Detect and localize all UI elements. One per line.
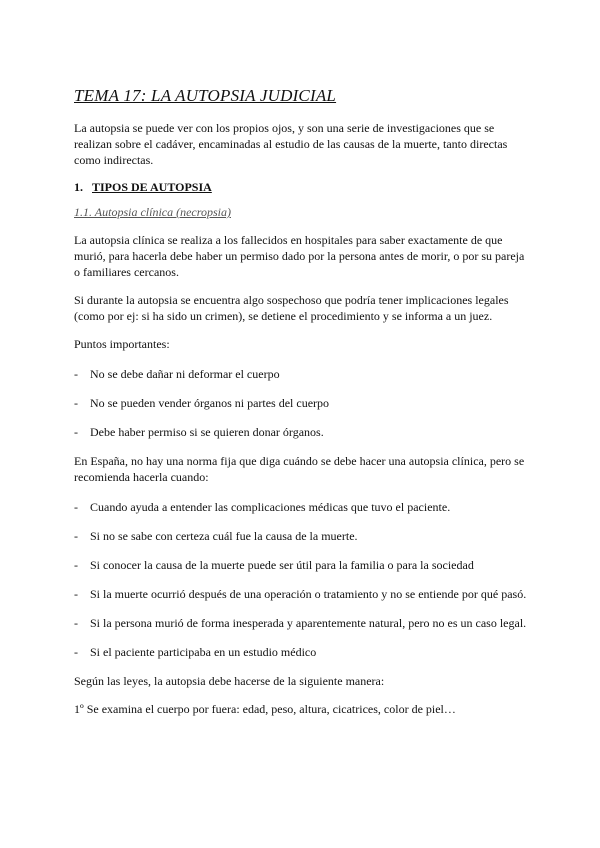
bullet-dash: - xyxy=(74,367,78,381)
intro-paragraph: La autopsia se puede ver con los propios ojos, y son una serie de investigaciones que se realizan sobre el cadáver, encaminadas al estudio de las causas de la muerte, tanto directas como indirectas. xyxy=(74,121,508,167)
page-title: TEMA 17: LA AUTOPSIA JUDICIAL xyxy=(74,86,337,105)
list-item xyxy=(74,499,530,515)
list-item-text: Si la persona murió de forma inesperada y aparentemente natural, pero no es un caso legal. xyxy=(90,616,527,630)
subsection-heading: 1.1. Autopsia clínica (necropsia) xyxy=(74,205,231,219)
list-item xyxy=(74,366,530,382)
list-item xyxy=(74,424,530,440)
section-heading xyxy=(74,180,530,195)
section-title: TIPOS DE AUTOPSIA xyxy=(92,180,212,194)
paragraph: Según las leyes, la autopsia debe hacerse de la siguiente manera: xyxy=(74,674,385,688)
list-item-text: Si no se sabe con certeza cuál fue la causa de la muerte. xyxy=(90,529,358,543)
bullet-dash: - xyxy=(74,529,78,543)
bullet-dash: - xyxy=(74,425,78,439)
list-item xyxy=(74,557,530,573)
bullet-dash: - xyxy=(74,500,78,514)
paragraph: 1º Se examina el cuerpo por fuera: edad, peso, altura, cicatrices, color de piel… xyxy=(74,702,456,716)
paragraph: Si durante la autopsia se encuentra algo sospechoso que podría tener implicaciones legales (como por ej: si ha sido un crimen), se detiene el procedimiento y se informa a un juez. xyxy=(74,293,509,323)
bullet-dash: - xyxy=(74,616,78,630)
list-item-text: Si conocer la causa de la muerte puede ser útil para la familia o para la sociedad xyxy=(90,558,474,572)
list-item-text: Si la muerte ocurrió después de una operación o tratamiento y no se entiende por qué pasó. xyxy=(90,587,527,601)
bullet-dash: - xyxy=(74,396,78,410)
list-item xyxy=(74,615,530,631)
list-item-text: Debe haber permiso si se quieren donar órganos. xyxy=(90,425,324,439)
list-item xyxy=(74,586,530,602)
list-item xyxy=(74,644,530,660)
bullet-dash: - xyxy=(74,587,78,601)
list-item-text: Si el paciente participaba en un estudio médico xyxy=(90,645,317,659)
list-item-text: No se pueden vender órganos ni partes del cuerpo xyxy=(90,396,330,410)
list-item-text: Cuando ayuda a entender las complicaciones médicas que tuvo el paciente. xyxy=(90,500,451,514)
bullet-dash: - xyxy=(74,558,78,572)
bullet-dash: - xyxy=(74,645,78,659)
list-item xyxy=(74,395,530,411)
section-number: 1. xyxy=(74,180,83,194)
list-item-text: No se debe dañar ni deformar el cuerpo xyxy=(90,367,280,381)
paragraph: La autopsia clínica se realiza a los fallecidos en hospitales para saber exactamente de que murió, para hacerla debe haber un permiso dado por la persona antes de morir, o por su pareja o familiares cercanos. xyxy=(74,233,525,279)
list-item xyxy=(74,528,530,544)
paragraph: Puntos importantes: xyxy=(74,337,170,351)
paragraph: En España, no hay una norma fija que diga cuándo se debe hacer una autopsia clínica, pero se recomienda hacerla cuando: xyxy=(74,454,525,484)
